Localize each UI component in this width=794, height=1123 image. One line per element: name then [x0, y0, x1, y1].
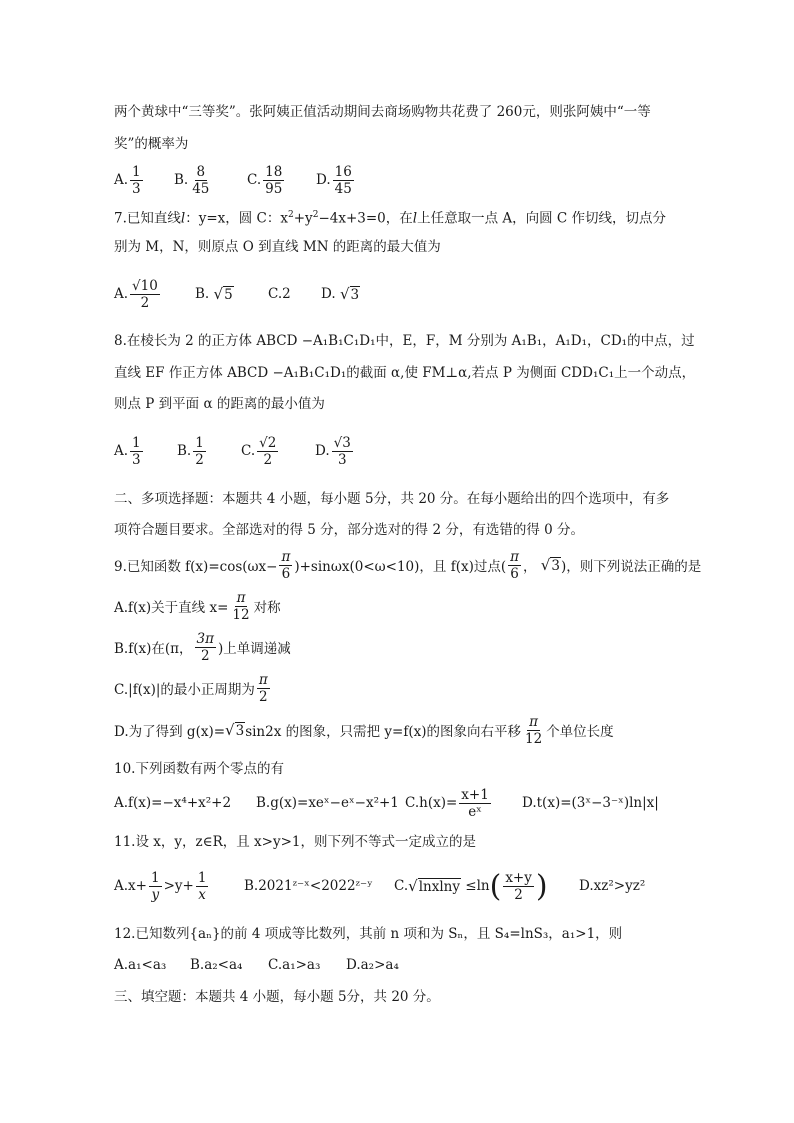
q12-option-d: D.a₂>a₄ — [346, 957, 399, 973]
sqrt: √lnxlny — [408, 877, 460, 895]
q6-option-d: D. $\frac{16}{45}$ — [316, 163, 352, 197]
sqrt: √3 — [339, 285, 360, 303]
fraction: $\frac{\pi}{12}$ — [525, 713, 543, 747]
q11-option-c: C. √lnxlny ≤ln ( $\frac{x+y}{2}$ ) — [394, 868, 548, 904]
fraction: $\frac{\pi}{6}$ — [510, 548, 519, 582]
sqrt: √5 — [213, 285, 233, 303]
q12-option-b: B.a₂<a₄ — [190, 957, 243, 973]
q8-stem-line2: 直线 EF 作正方体 ABCD −A₁B₁C₁D₁的截面 α,使 FM⊥α,若点 P 为侧面 CDD₁C₁上一个动点， — [114, 365, 696, 381]
q8-option-c: C. $\frac{√2}{2}$ — [241, 434, 277, 468]
q10-option-a: A.f(x)=−x⁴+x²+2 — [114, 795, 232, 811]
fraction: $\frac{1}{x}$ — [197, 869, 207, 903]
fraction: $\frac{18}{95}$ — [265, 163, 283, 197]
q8-option-a: A. $\frac{1}{3}$ — [114, 434, 141, 468]
fraction: $\frac{1}{3}$ — [132, 434, 141, 468]
q6-option-b: B. $\frac{8}{45}$ — [174, 163, 210, 197]
section-3-heading: 三、填空题：本题共 4 小题，每小题 5分，共 20 分。 — [114, 989, 440, 1005]
fraction: $\frac{1}{y}$ — [150, 869, 160, 903]
q8-option-d: D. $\frac{√3}{3}$ — [315, 434, 351, 468]
fraction: $\frac{√10}{2}$ — [132, 277, 158, 311]
q10-stem: 10.下列函数有两个零点的有 — [114, 761, 284, 777]
q10-option-b: B.g(x)=xeˣ−eˣ−x²+1 — [256, 795, 399, 811]
fraction: $\frac{√3}{3}$ — [333, 434, 351, 468]
fraction: $\frac{x+y}{2}$ — [505, 869, 532, 903]
q6-option-c: C. $\frac{18}{95}$ — [247, 163, 283, 197]
q12-option-c: C.a₁>a₃ — [268, 957, 321, 973]
fraction: $\frac{16}{45}$ — [334, 163, 352, 197]
fraction: $\frac{1}{3}$ — [132, 163, 141, 197]
q11-option-b: B.2021ᶻ⁻ˣ<2022ᶻ⁻ʸ — [244, 878, 373, 894]
fraction: $\frac{8}{45}$ — [192, 163, 210, 197]
fraction: $\frac{3\pi}{2}$ — [196, 630, 214, 664]
q7-stem-line1: 7.已知直线l：y=x，圆 C：$x^2+y^2-4x+3=0$，在l上任意取一点 A，向圆 C 作切线，切点分 — [114, 210, 667, 227]
q10-option-d: D.t(x)=(3ˣ−3⁻ˣ)ln|x| — [522, 795, 659, 811]
fraction: $\frac{\pi}{2}$ — [258, 671, 268, 705]
q7-option-a: A. $\frac{√10}{2}$ — [114, 277, 158, 311]
q11-option-d: D.xz²>yz² — [579, 878, 646, 894]
q11-stem: 11.设 x，y，z∈R，且 x>y>1，则下列不等式一定成立的是 — [114, 834, 477, 850]
sqrt: √3 — [540, 556, 560, 574]
q7-option-b: B. √5 — [195, 285, 233, 303]
q7-option-c: C.2 — [268, 286, 291, 302]
q8-stem-line3: 则点 P 到平面 α 的距离的最小值为 — [114, 396, 325, 412]
q8-stem-line1: 8.在棱长为 2 的正方体 ABCD −A₁B₁C₁D₁中，E，F，M 分别为 A₁B₁，A₁D₁，CD₁的中点，过 — [114, 333, 695, 349]
q10-option-c: C.h(x)= $\frac{x+1}{\text{eˣ}}$ — [405, 786, 489, 820]
fraction: $\frac{x+1}{\text{eˣ}}$ — [461, 786, 489, 820]
fraction: $\frac{\pi}{12}$ — [232, 589, 250, 623]
q6-stem-line1: 两个黄球中“三等奖”。张阿姨正值活动期间去商场购物共花费了 260元，则张阿姨中“一等 — [114, 104, 651, 120]
sqrt: √3 — [225, 721, 245, 739]
fraction: $\frac{√2}{2}$ — [259, 434, 277, 468]
q8-option-b: B. $\frac{1}{2}$ — [177, 434, 204, 468]
q6-option-a: A. $\frac{1}{3}$ — [114, 163, 141, 197]
q6-stem-line2: 奖”的概率为 — [114, 136, 189, 152]
q7-option-d: D. √3 — [321, 285, 360, 303]
section-2-heading-line1: 二、多项选择题：本题共 4 小题，每小题 5分，共 20 分。在每小题给出的四个选项中，有多 — [114, 491, 670, 507]
section-2-heading-line2: 项符合题目要求。全部选对的得 5 分，部分选对的得 2 分，有选错的得 0 分。 — [114, 522, 585, 538]
q7-stem-line2: 别为 M，N，则原点 O 到直线 MN 的距离的最大值为 — [114, 239, 441, 255]
q12-stem: 12.已知数列{aₙ}的前 4 项成等比数列，其前 n 项和为 Sₙ，且 S₄=lnS₃，a₁>1，则 — [114, 926, 623, 942]
q11-option-a: A.x+ $\frac{1}{y}$ >y+ $\frac{1}{x}$ — [114, 869, 207, 903]
fraction: $\frac{\pi}{6}$ — [281, 548, 291, 582]
fraction: $\frac{1}{2}$ — [195, 434, 204, 468]
q12-option-a: A.a₁<a₃ — [114, 957, 167, 973]
